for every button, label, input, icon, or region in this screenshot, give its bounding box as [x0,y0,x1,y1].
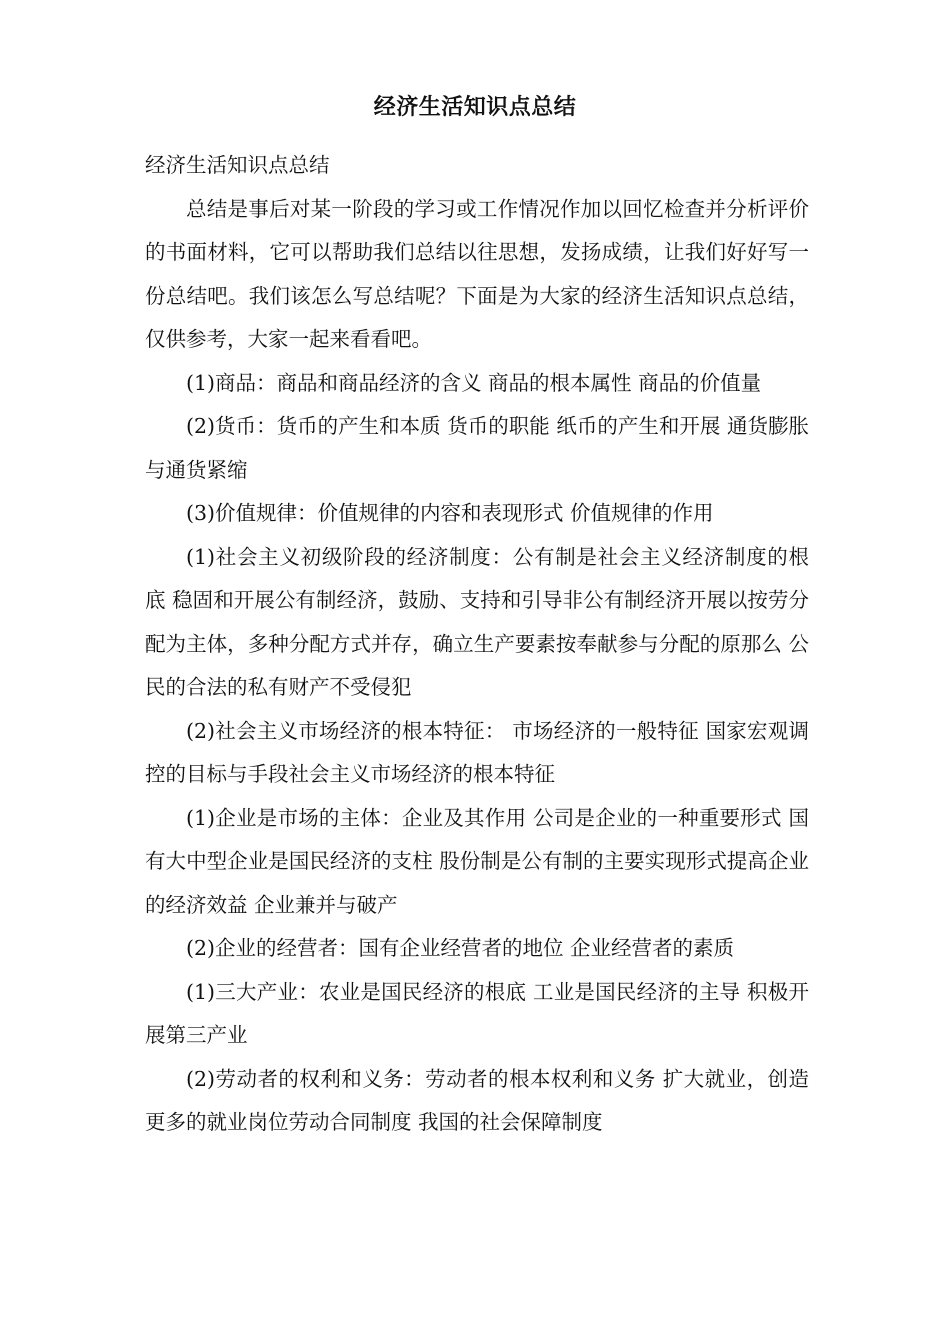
paragraph-currency: (2)货币：货币的产生和本质 货币的职能 纸币的产生和开展 通货膨胀与通货紧缩 [145,414,809,482]
paragraph-intro: 总结是事后对某一阶段的学习或工作情况作加以回忆检查并分析评价的书面材料，它可以帮助我们总结以往思想，发扬成绩，让我们好好写一份总结吧。我们该怎么写总结呢？下面是为大家的经济生活知识点总结，仅供参考，大家一起来看看吧。 [145,196,809,351]
paragraph-economic-system: (1)社会主义初级阶段的经济制度：公有制是社会主义经济制度的根底 稳固和开展公有制经济，鼓励、支持和引导非公有制经济开展以按劳分配为主体，多种分配方式并存，确立生产要素按奉献参与分配的原那么 公民的合法的私有财产不受侵犯 [145,544,809,699]
paragraph-subtitle: 经济生活知识点总结 [145,153,330,177]
document-body [145,144,809,1145]
document-title: 经济生活知识点总结 [373,94,577,120]
paragraph-commodity: (1)商品：商品和商品经济的含义 商品的根本属性 商品的价值量 [186,370,762,395]
paragraph-industries: (1)三大产业：农业是国民经济的根底 工业是国民经济的主导 积极开展第三产业 [145,979,809,1047]
paragraph-enterprise-manager: (2)企业的经营者：国有企业经营者的地位 企业经营者的素质 [186,936,735,960]
paragraph-labor-rights: (2)劳动者的权利和义务：劳动者的根本权利和义务 扩大就业，创造更多的就业岗位劳动合同制度 我国的社会保障制度 [145,1066,809,1134]
paragraph-market-economy: (2)社会主义市场经济的根本特征： 市场经济的一般特征 国家宏观调控的目标与手段社会主义市场经济的根本特征 [145,718,809,786]
paragraph-enterprise: (1)企业是市场的主体：企业及其作用 公司是企业的一种重要形式 国有大中型企业是国民经济的支柱 股份制是公有制的主要实现形式提高企业的经济效益 企业兼并与破产 [145,805,809,917]
paragraph-value-law: (3)价值规律：价值规律的内容和表现形式 价值规律的作用 [186,501,714,525]
